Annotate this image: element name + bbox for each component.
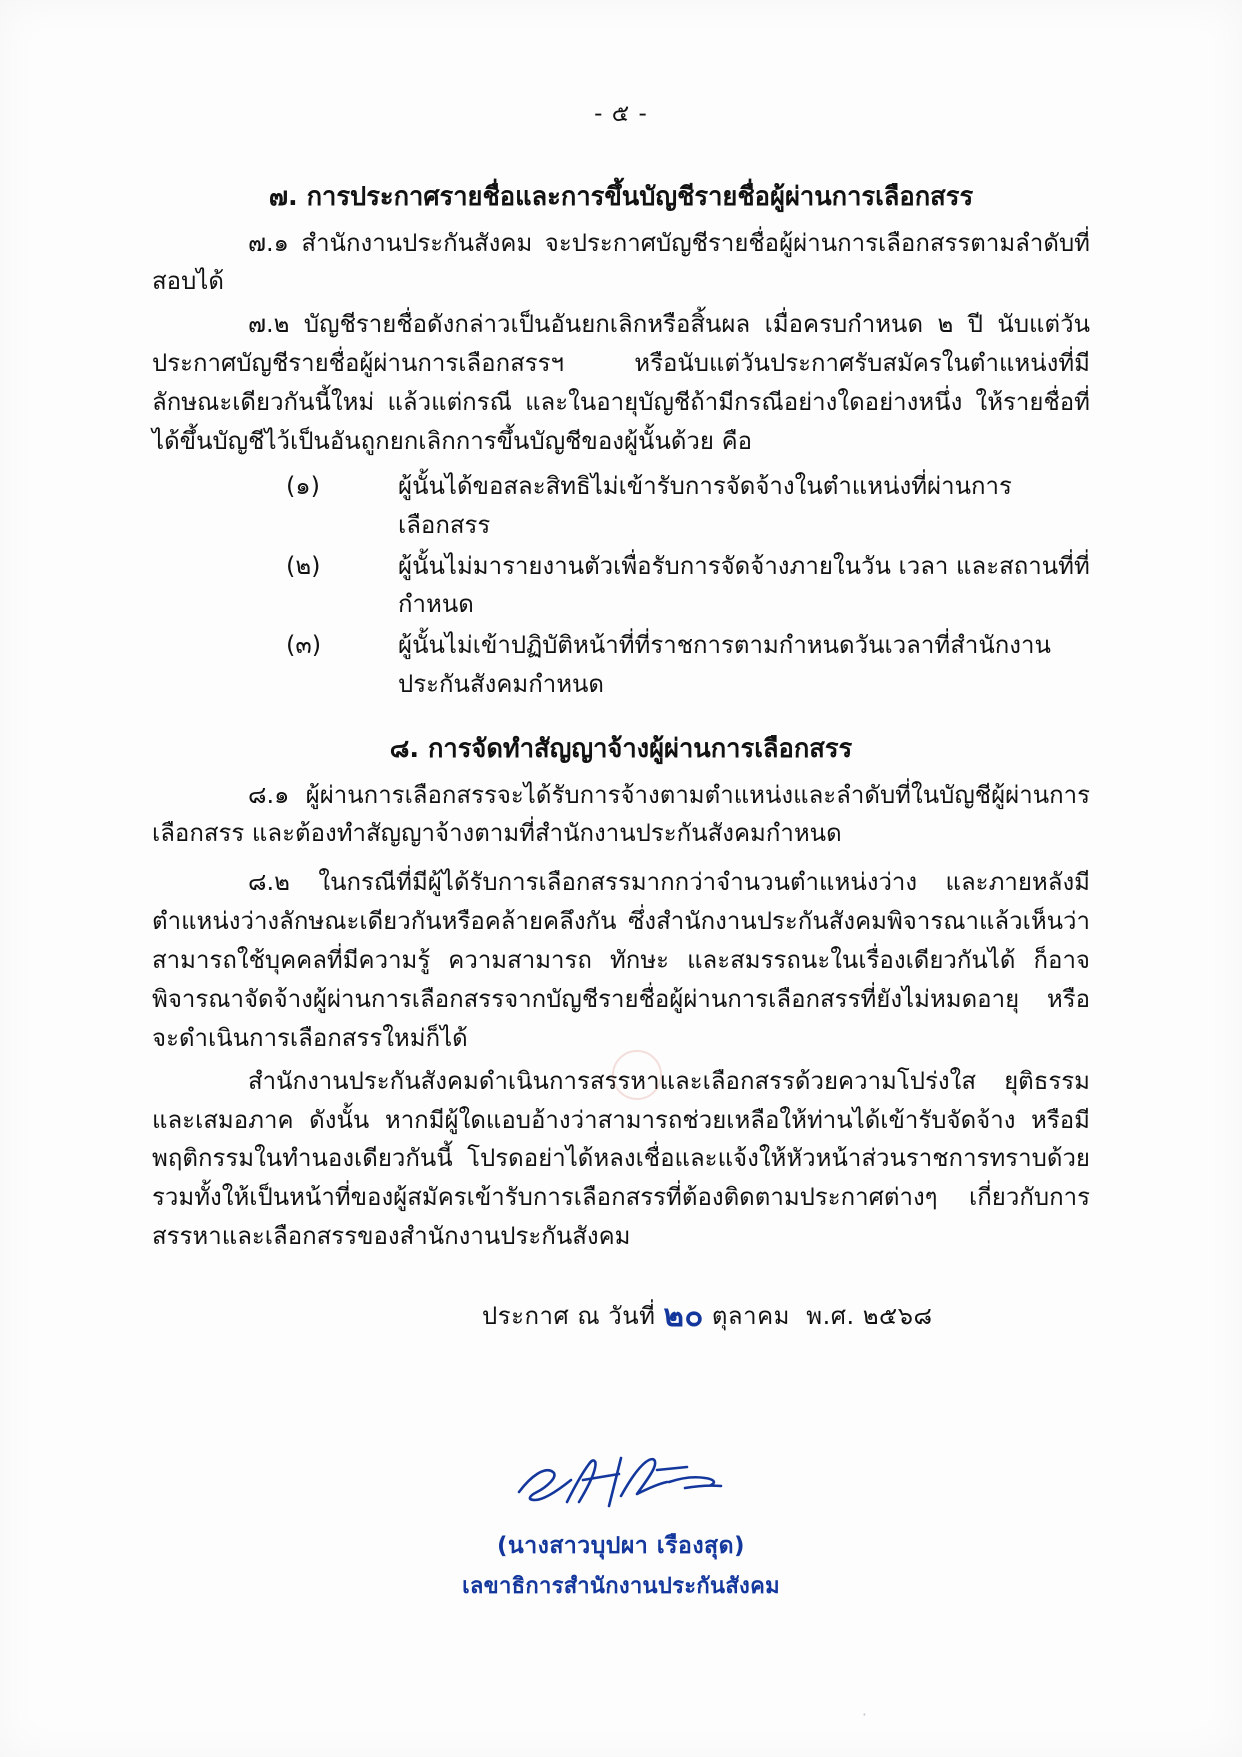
date-month: ตุลาคม [711,1302,790,1331]
list-item [152,467,1090,545]
date-year-prefix: พ.ศ. [806,1302,855,1331]
list-item [152,547,1090,625]
spacer [152,853,1090,863]
paragraph-8-2: ๘.๒ ในกรณีที่มีผู้ได้รับการเลือกสรรมากกว่าจำนวนตำแหน่งว่าง และภายหลังมีตำแหน่งว่างลักษณะเดียวกันหรือคล้ายคลึงกัน ซึ่งสำนักงานประกันสังคมพิจารณาแล้วเห็นว่าสามารถใช้บุคคลที่มีความรู้ ความสามารถ ทักษะ และสมรรถนะในเรื่องเดียวกันได้ ก็อาจพิจารณาจัดจ้างผู้ผ่านการเลือกสรรจากบัญชีรายชื่อผู้ผ่านการเลือกสรรที่ยังไม่หมดอายุ หรือจะดำเนินการเลือกสรรใหม่ก็ได้ [152,868,1090,1052]
cancellation-conditions-list [152,467,1090,704]
date-year: ๒๕๖๘ [862,1302,933,1331]
paragraph-7-1: ๗.๑ สำนักงานประกันสังคม จะประกาศบัญชีรายชื่อผู้ผ่านการเลือกสรรตามลำดับที่สอบได้ [152,228,1090,296]
list-item-text: ผู้นั้นได้ขอสละสิทธิไม่เข้ารับการจัดจ้างในตำแหน่งที่ผ่านการเลือกสรร [398,471,1012,539]
section-heading-8: ๘. การจัดทำสัญญาจ้างผู้ผ่านการเลือกสรร [389,734,853,765]
signature-block [152,1436,1090,1603]
signatory-title: เลขาธิการสำนักงานประกันสังคม [462,1574,780,1600]
paragraph-8-1: ๘.๑ ผู้ผ่านการเลือกสรรจะได้รับการจ้างตามตำแหน่งและลำดับที่ในบัญชีผู้ผ่านการเลือกสรร และต้องทำสัญญาจ้างตามที่สำนักงานประกันสังคมกำหนด [152,780,1090,848]
paragraph-transparency-notice: สำนักงานประกันสังคมดำเนินการสรรหาและเลือกสรรด้วยความโปร่งใส ยุติธรรมและเสมอภาค ดังนั้น หากมีผู้ใดแอบอ้างว่าสามารถช่วยเหลือให้ท่านได้เข้ารับจัดจ้าง หรือมีพฤติกรรมในทำนองเดียวกันนี้ โปรดอย่าได้หลงเชื่อและแจ้งให้หัวหน้าส่วนราชการทราบด้วย รวมทั้งให้เป็นหน้าที่ของผู้สมัครเข้ารับการเลือกสรรที่ต้องติดตามประกาศต่างๆ เกี่ยวกับการสรรหาและเลือกสรรของสำนักงานประกันสังคม [152,1066,1090,1251]
section-heading-7: ๗. การประกาศรายชื่อและการขึ้นบัญชีรายชื่อผู้ผ่านการเลือกสรร [268,182,974,212]
list-item-text: ผู้นั้นไม่เข้าปฏิบัติหน้าที่ที่ราชการตามกำหนดวันเวลาที่สำนักงานประกันสังคมกำหนด [398,631,1051,699]
list-marker: (๒) [286,551,321,580]
date-prefix: ประกาศ ณ วันที่ [482,1302,656,1331]
announcement-date-line [152,1290,1090,1340]
list-marker: (๑) [286,471,320,500]
document-body [152,96,1090,1603]
list-marker: (๓) [286,631,322,660]
list-item [152,626,1090,704]
handwritten-signature [471,1436,771,1526]
signatory-name: (นางสาวบุปผา เรืองสุด) [496,1533,746,1560]
list-item-text: ผู้นั้นไม่มารายงานตัวเพื่อรับการจัดจ้างภายในวัน เวลา และสถานที่ที่กำหนด [398,551,1090,619]
paragraph-7-2: ๗.๒ บัญชีรายชื่อดังกล่าวเป็นอันยกเลิกหรือสิ้นผล เมื่อครบกำหนด ๒ ปี นับแต่วันประกาศบัญชีรายชื่อผู้ผ่านการเลือกสรรฯ หรือนับแต่วันประกาศรับสมัครในตำแหน่งที่มีลักษณะเดียวกันนี้ใหม่ แล้วแต่กรณี และในอายุบัญชีถ้ามีกรณีอย่างใดอย่างหนึ่ง ให้รายชื่อที่ได้ขึ้นบัญชีไว้เป็นอันถูกยกเลิกการขึ้นบัญชีของผู้นั้นด้วย คือ [152,310,1090,455]
scan-artifact: · [862,1706,867,1724]
date-day: ๒๐ [663,1298,704,1335]
page-number: - ๕ - [594,101,648,127]
